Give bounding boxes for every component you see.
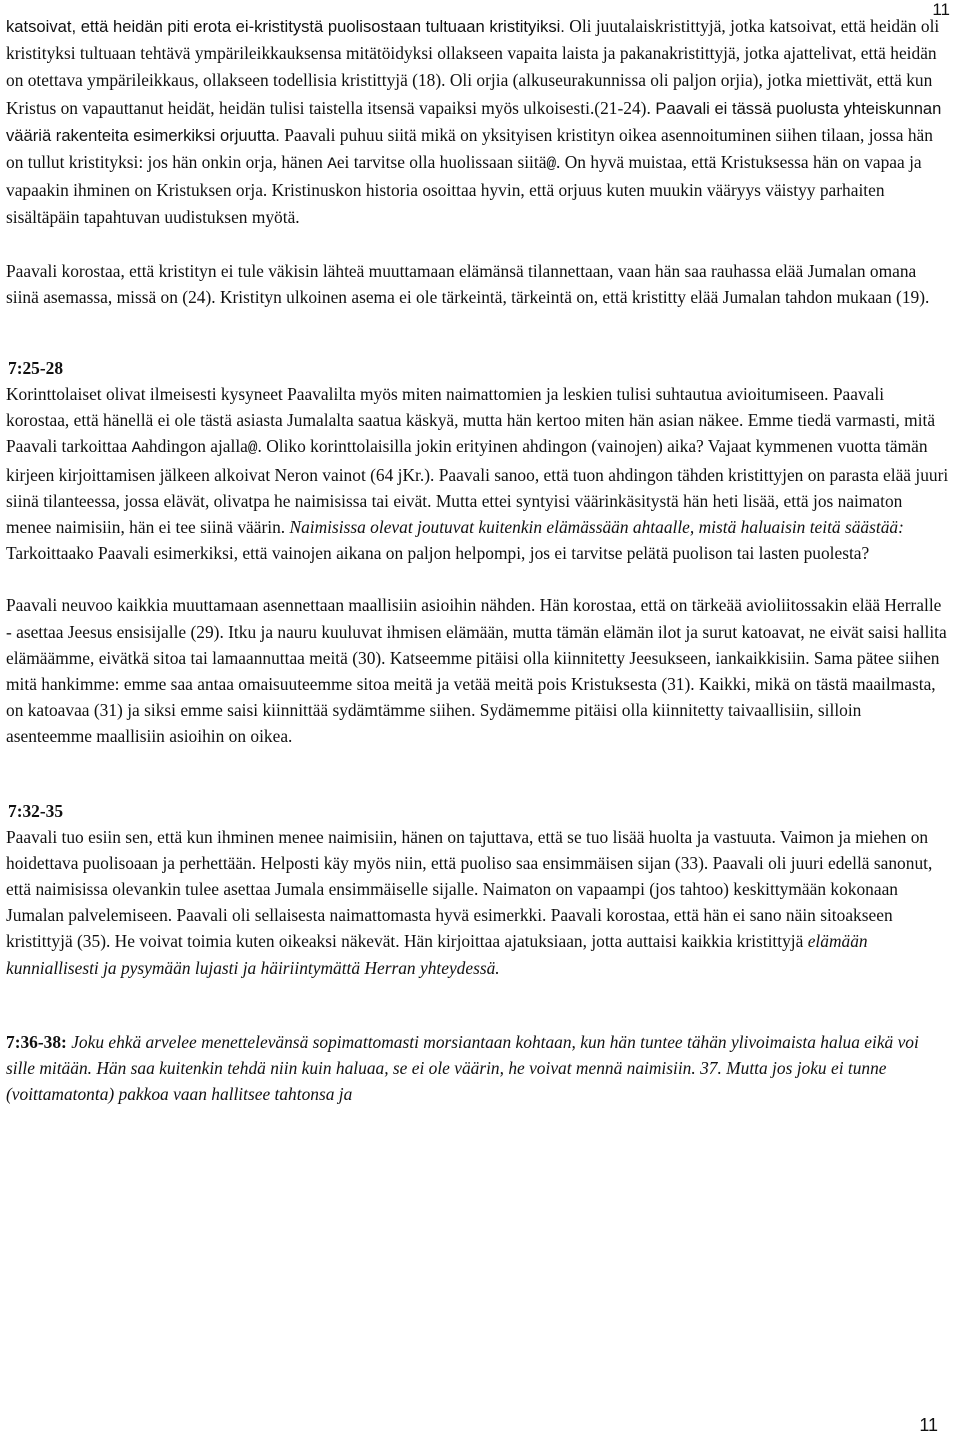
s1-text-c: . Oliko korinttolaisilla jokin erityinen ahdingon (vainojen) aika? Vajaat kymmenen vuotta tämän kirjeen kirjoittamisen jälkeen alkoivat Neron vainot (64 jKr.). Paavali sanoo, että tuon ahdingon tähden kristittyjen on parasta elää juuri siinä tilanteessa, jossa elävät, olivatpa he naimisissa tai eivät. Mutta ettei syntyisi väärinkäsitystä hän heti lisää, että jos naimaton menee naimisiin, hän ei tee siinä väärin. [6,436,949,538]
s1-text-d: Tarkoittaako Paavali esimerkiksi, että vainojen aikana on paljon helpompi, jos ei tarvitse pelätä puolison tai lasten puolesta? [6,543,870,564]
section-heading-7-25-28: 7:25-28 [8,358,64,379]
p1-mono-open-quote: A [327,155,337,174]
s1-mono-close-quote: @ [247,439,258,458]
s1-mono-open-quote: A [131,439,142,458]
section-7-36-38-text [6,1029,951,1108]
s3-italic-quote: Joku ehkä arvelee menettelevänsä sopimattomasti morsiantaan kohtaan, kun hän tuntee tähän ylivoimaista halua eikä voi sille mitään. Hän saa kuitenkin tehdä niin kuin haluaa, se ei ole väärin, he voivat mennä naimisiin. 37. Mutta jos joku ei tunne (voittamatonta) pakkoa vaan hallitsee tahtonsa ja [6,1031,919,1105]
s2-text-a: Paavali tuo esiin sen, että kun ihminen menee naimisiin, hänen on tajuttava, että se tuo lisää huolta ja vastuuta. Vaimon ja miehen on hoidettava puolisoaan ja perhettään. Helposti käy myös niin, että puoliso saa ensimmäisen sijan (33). Paavali oli juuri edellä sanonut, että naimisissa olevankin tulee asettaa Jumala ensimmäiselle sijalle. Naimaton on vapaampi (jos tahtoo) keskittymään kokonaan Jumalan palvelemiseen. Paavali oli sellaisesta naimattomasta hyvä esimerkki. Paavali korostaa, että hän ei sano näin sitoakseen kristittyjä (35). He voivat toimia kuten oikeaksi näkevät. Hän kirjoittaa ajatuksiaan, jotta auttaisi kaikkia kristittyjä [6,826,933,952]
section-heading-7-36-38: 7:36-38: [6,1031,67,1052]
paragraph-1 [6,13,951,232]
paragraph-3: Paavali neuvoo kaikkia muuttamaan asennettaan maallisiin asioihin nähden. Hän korostaa, että on tärkeää avioliitossakin elää Herralle - asettaa Jeesus ensisijalle (29). Itku ja nauru kuuluvat ihmisen elämään, mutta tämän elämän ilot ja surut katoavat, ne eivät saisi hallita elämäämme, eivätkä sitoa tai lamaannuttaa meitä (30). Katseemme pitäisi olla kiinnitetty Jeesukseen, iankaikkisiin. Sama pätee siihen mitä hankimme: emme saa antaa omaisuuteemme sitoa meitä ja vetää meitä pois Kristuksesta (31). Kaikki, mikä on tästä maailmasta, on katoavaa (31) ja siksi emme saisi kiinnittää sydämtämme siihen. Sydämemme pitäisi olla kiinnitetty taivaallisiin, silloin asenteemme maallisiin asioihin on oikea. [6,595,947,747]
p1-text-e3: . On hyvä muistaa, että Kristuksessa hän on vapaa ja vapaakin ihminen on Kristuksen orja. Kristinuskon historia osoittaa hyvin, että orjuus kuten muukin vääryys väistyy parhaiten sisältäpäin tapahtuvan uudistuksen myötä. [6,152,922,228]
paragraph-2: Paavali korostaa, että kristityn ei tule väkisin lähteä muuttamaan elämänsä tilannettaan, vaan hän saa rauhassa elää Jumalan omana siinä asemassa, missä on (24). Kristityn ulkoinen asema ei ole tärkeintä, tärkeintä on, että kristitty elää Jumalan tahdon mukaan (19). [6,260,930,307]
p1-text-d: Paavali ei tässä puolusta yhteiskunnan vääriä rakenteita esimerkiksi orjuutta. [6,98,942,145]
p1-text-a: katsoivat, että heidän piti erota ei-kristitystä puolisostaan tultuaan kristityiksi. [6,17,565,36]
section-heading-7-32-35: 7:32-35 [8,800,64,821]
p1-text-c: Oli orjia (alkuseurakunnissa oli paljon orjia), jotka miettivät, että kun Kristus on vapauttanut heidät, heidän tulisi taistella itsensä vapaiksi myös ulkoisesti.(21-24). [6,70,933,118]
p1-text-e: Paavali puhuu siitä mikä on yksityisen kristityn oikea asennoituminen siihen tilaan, jossa hän on tullut kristityksi: jos hän onkin orja, hänen [6,124,933,173]
s2-italic-quote: elämään kunniallisesti ja pysymään lujasti ja häiriintymättä Herran yhteydessä. [6,931,868,978]
p1-mono-close-quote: @ [546,155,557,174]
page-number-top: 11 [932,0,950,19]
p1-text-b: Oli juutalaiskristittyjä, jotka katsoivat, että heidän oli kristityksi tultuaan tehtävä ympärileikkauksensa mitätöidyksi ollakseen vapaita laista ja pakanakristittyjä, jotka ajattelivat, että heidän on otettava ympärileikkaus, ollakseen todellisia kristittyjä (18). [6,16,940,91]
section-7-25-28-text [6,381,951,566]
page-number-bottom: 11 [919,1415,938,1435]
section-7-32-35-text [6,824,951,981]
p1-text-e2: ei tarvitse olla huolissaan siitä [336,152,547,173]
document-body [6,13,951,1108]
s1-text-b: ahdingon ajalla [141,436,248,457]
s1-text-a: Korinttolaiset olivat ilmeisesti kysyneet Paavalilta myös miten naimattomien ja leskien tulisi suhtautua avioitumiseen. Paavali korostaa, että hänellä ei ole tästä asiasta Jumalalta saatua käskyä, mutta hän kertoo miten hän asian näkee. Emme tiedä varmasti, mitä Paavali tarkoittaa [6,384,936,457]
s1-italic-quote: Naimisissa olevat joutuvat kuitenkin elämässään ahtaalle, mistä haluaisin teitä säästää: [289,517,904,538]
